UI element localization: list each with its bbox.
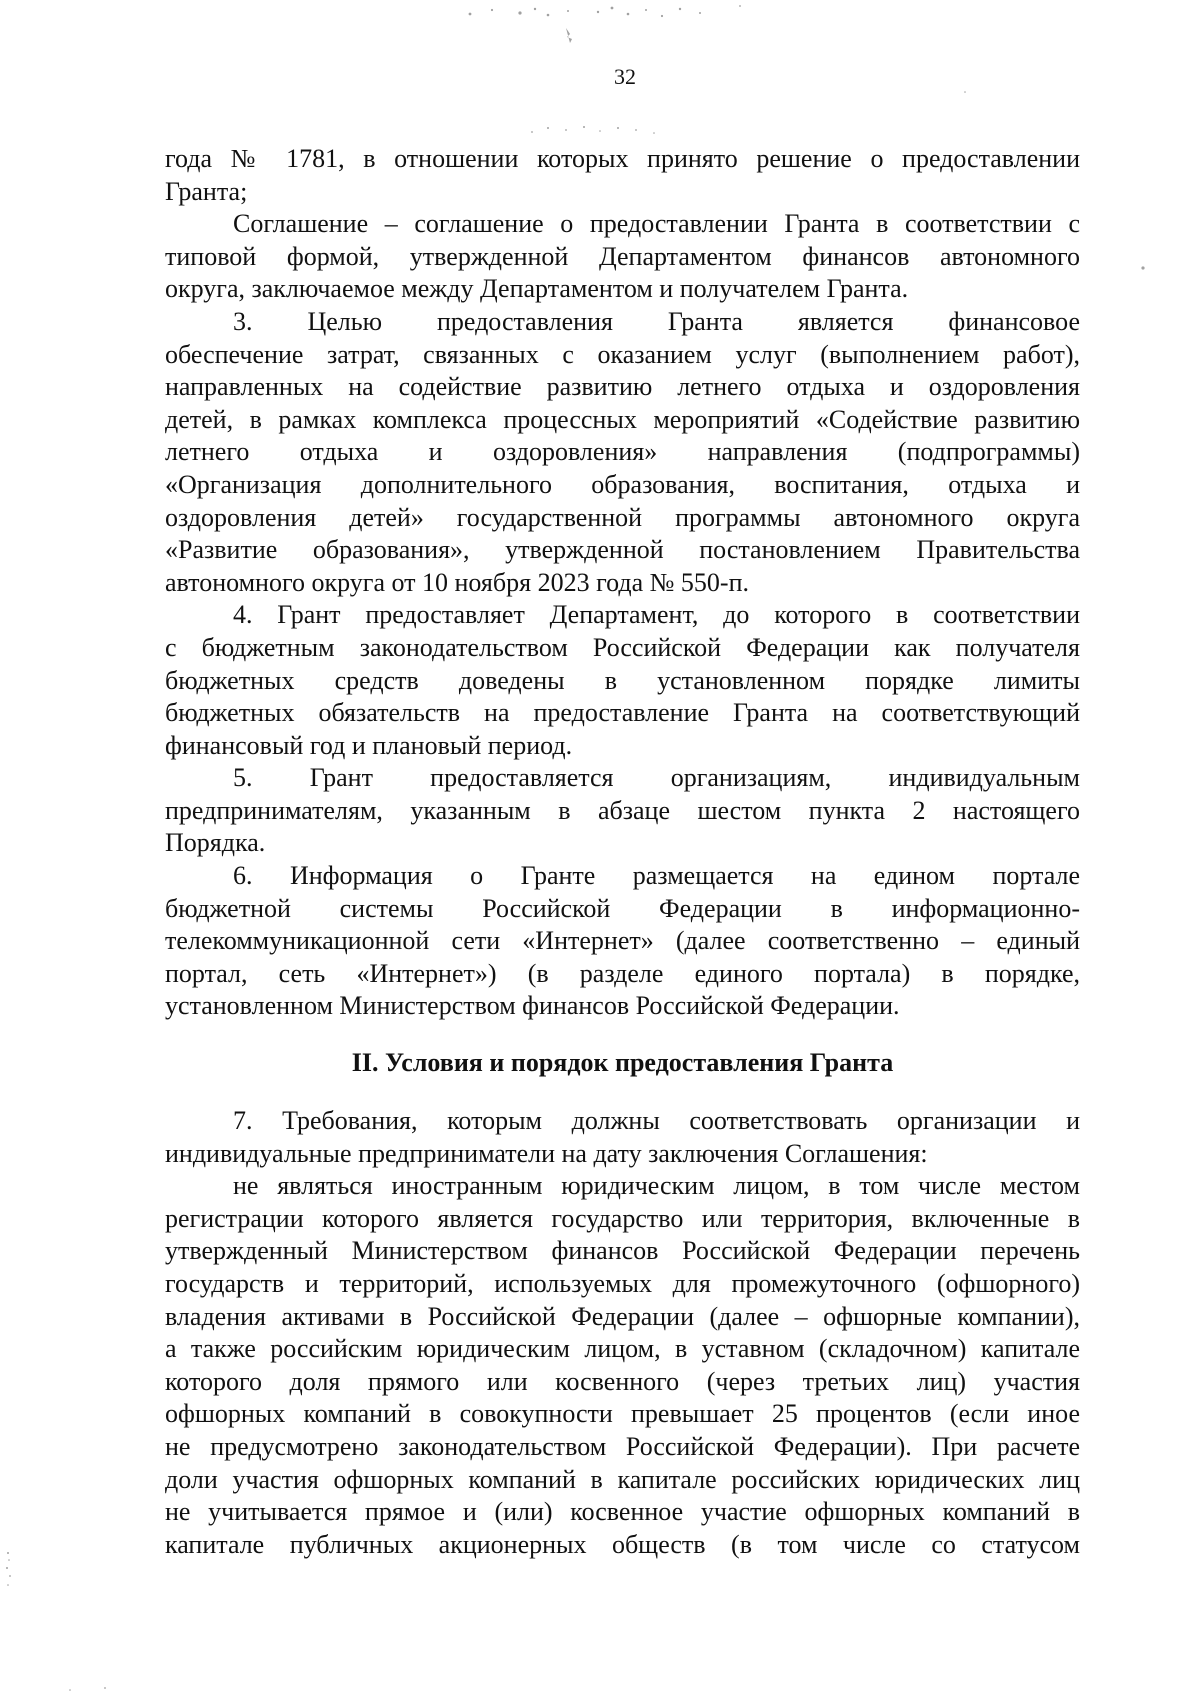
text-line: бюджетных обязательств на предоставление Гранта на соответствующий <box>165 698 1080 728</box>
item-3 <box>165 306 1080 599</box>
text-line: летнего отдыха и оздоровления» направления (подпрограммы) <box>165 437 1080 467</box>
text-line: не являться иностранным юридическим лицом, в том числе местом <box>233 1171 1080 1201</box>
page-number: 32 <box>614 64 636 89</box>
text-line: Соглашение – соглашение о предоставлении Гранта в соответствии с <box>233 209 1080 239</box>
text-line: предпринимателям, указанным в абзаце шестом пункта 2 настоящего <box>165 795 1080 825</box>
item-5 <box>165 762 1080 860</box>
text-line: финансовый год и плановый период. <box>165 730 573 760</box>
text-line: которого доля прямого или косвенного (через третьих лиц) участия <box>165 1366 1080 1396</box>
text-line: бюджетной системы Российской Федерации в информационно- <box>165 893 1080 923</box>
agreement-definition <box>165 208 1080 306</box>
text-line: государств и территорий, используемых для промежуточного (офшорного) <box>165 1269 1080 1298</box>
intro-paragraph <box>165 143 1080 208</box>
text-line: телекоммуникационной сети «Интернет» (далее соответственно – единый <box>165 926 1080 956</box>
text-line: Гранта; <box>165 176 248 206</box>
text-line: индивидуальные предприниматели на дату заключения Соглашения: <box>165 1138 928 1168</box>
text-line: установленном Министерством финансов Российской Федерации. <box>165 991 900 1021</box>
text-line: 6. Информация о Гранте размещается на едином портале <box>233 861 1080 891</box>
text-line: офшорных компаний в совокупности превышает 25 процентов (если иное <box>165 1399 1080 1429</box>
text-line: «Организация дополнительного образования, воспитания, отдыха и <box>165 469 1080 499</box>
text-line: доли участия офшорных компаний в капитале российских юридических лиц <box>165 1464 1080 1494</box>
text-line: Порядка. <box>165 828 266 858</box>
text-line: 5. Грант предоставляется организациям, индивидуальным <box>233 763 1080 793</box>
text-line: «Развитие образования», утвержденной постановлением Правительства <box>165 535 1080 565</box>
text-line: владения активами в Российской Федерации (далее – офшорные компании), <box>165 1301 1080 1331</box>
text-line: 3. Целью предоставления Гранта является финансовое <box>233 306 1080 336</box>
text-line: года № 1781, в отношении которых принято решение о предоставлении <box>165 144 1080 173</box>
text-line: 4. Грант предоставляет Департамент, до которого в соответствии <box>233 600 1080 630</box>
offshore-requirement <box>165 1170 1080 1561</box>
item-4 <box>165 599 1080 762</box>
document-body <box>165 143 1080 1561</box>
text-line: а также российским юридическим лицом, в уставном (складочном) капитале <box>165 1334 1080 1364</box>
text-line: обеспечение затрат, связанных с оказанием услуг (выполнением работ), <box>165 339 1080 369</box>
text-line: портал, сеть «Интернет») (в разделе единого портала) в порядке, <box>165 958 1080 988</box>
text-line: детей, в рамках комплекса процессных мероприятий «Содействие развитию <box>165 404 1080 434</box>
text-line: не предусмотрено законодательством Российской Федерации). При расчете <box>165 1431 1080 1461</box>
item-6 <box>165 860 1080 1023</box>
text-line: автономного округа от 10 ноября 2023 года № 550-п. <box>165 567 749 597</box>
text-line: бюджетных средств доведены в установленном порядке лимиты <box>165 665 1080 695</box>
text-line: утвержденный Министерством финансов Российской Федерации перечень <box>165 1236 1080 1266</box>
text-line: округа, заключаемое между Департаментом и получателем Гранта. <box>165 274 909 304</box>
text-line: 7. Требования, которым должны соответствовать организации и <box>233 1106 1080 1136</box>
text-line: не учитывается прямое и (или) косвенное участие офшорных компаний в <box>165 1497 1080 1527</box>
section-heading: II. Условия и порядок предоставления Гранта <box>351 1048 894 1078</box>
text-line: оздоровления детей» государственной программы автономного округа <box>165 502 1080 532</box>
text-line: с бюджетным законодательством Российской Федерации как получателя <box>165 632 1080 662</box>
text-line: направленных на содействие развитию летнего отдыха и оздоровления <box>165 372 1080 402</box>
text-line: типовой формой, утвержденной Департаментом финансов автономного <box>165 241 1080 271</box>
item-7 <box>165 1105 1080 1170</box>
text-line: капитале публичных акционерных обществ (в том числе со статусом <box>165 1529 1080 1559</box>
text-line: регистрации которого является государство или территория, включенные в <box>165 1203 1080 1233</box>
